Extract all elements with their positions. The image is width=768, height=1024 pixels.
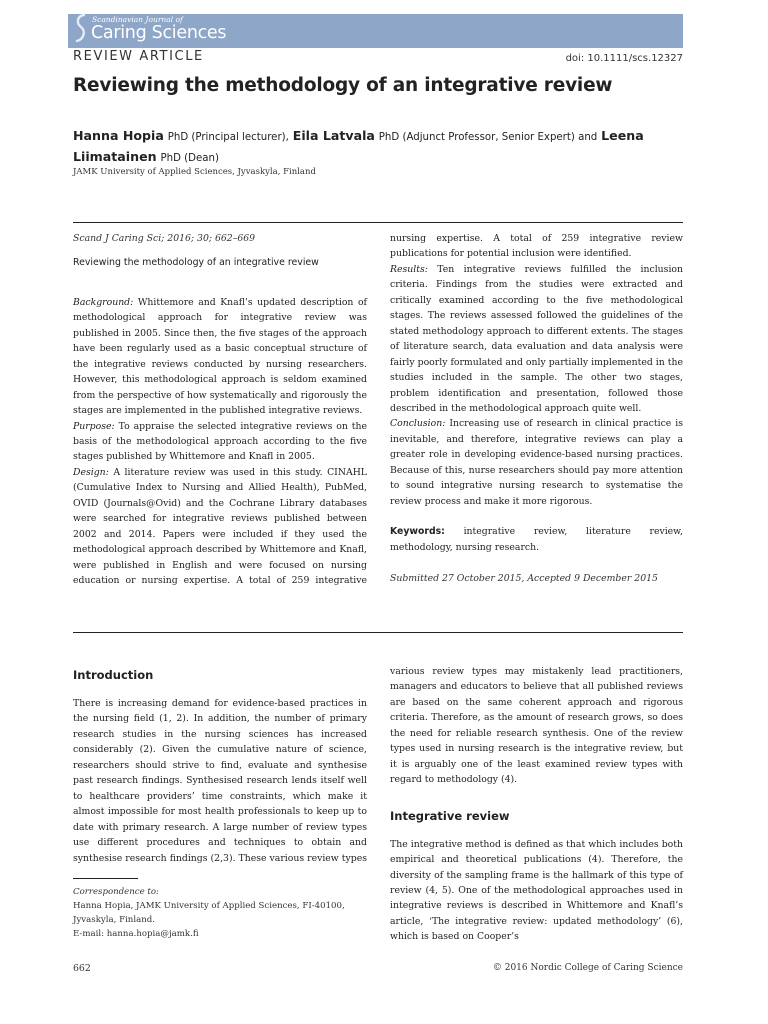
section-heading-integrative-review: Integrative review [390,808,510,823]
keywords-text: integrative review, literature review, methodology, nursing research. [390,526,683,553]
abstract-bottom-rule [73,632,683,633]
author-degree: PhD (Dean) [160,153,219,164]
abstract-results [390,262,683,417]
section-label: Design: [73,466,109,478]
section-text: To appraise the selected integrative reviews on the basis of the methodological approach according to the five stages published by Whittemore and Knafl in 2005. [73,420,367,463]
author-degree: PhD (Principal lecturer), [167,132,289,143]
abstract-purpose [73,419,367,465]
section-label: Background: [73,296,134,308]
section-heading-introduction: Introduction [73,668,154,682]
section-text: Increasing use of research in clinical practice is inevitable, and therefore, integrative reviews can play a greater role in developing evidence-based nursing practices. Because of this, nurse researchers should pay more attention to sound integrative nursing research to systematise the review process and make it more rigorous. [390,418,683,507]
section-label: Results: [390,263,428,275]
section-label: Purpose: [73,420,115,432]
correspondence-label: Correspondence to: [73,887,159,897]
correspondence-email[interactable]: E-mail: hanna.hopia@jamk.fi [73,929,199,939]
abstract-background [73,295,367,419]
author-name: Hanna Hopia [73,128,164,143]
copyright: © 2016 Nordic College of Caring Science [492,963,683,973]
integrative-review-paragraph: The integrative method is defined as that which includes both empirical and theoretical publications (4). Therefore, the diversity of the sampling frame is the hallmark of this type of review (4, 5). One of the methodological approaches used in integrative reviews is described in Whittemore and Knafl’s article, ‘The integrative review: updated methodology’ (6), which is based on Cooper’s [390,838,683,943]
author-degree: PhD (Adjunct Professor, Senior Expert) and [378,132,598,143]
correspondence-line: Hanna Hopia, JAMK University of Applied Sciences, FI-40100, [73,901,345,911]
abstract-design [73,465,367,589]
affiliation: JAMK University of Applied Sciences, Jyvaskyla, Finland [73,167,316,177]
submission-dates: Submitted 27 October 2015, Accepted 9 December 2015 [390,573,658,585]
abstract-design-continued: nursing expertise. A total of 259 integrative review publications for potential inclusion were identified. [390,233,683,260]
section-label: Conclusion: [390,418,446,430]
page-number: 662 [73,963,91,974]
paper-title: Reviewing the methodology of an integrative review [73,75,613,96]
section-text: Ten integrative reviews fulfilled the inclusion criteria. Findings from the studies were extracted and critically examined according to the five methodological stages. The reviews assessed followed the guidelines of the stated methodology approach to different extents. The stages of literature search, data evaluation and data analysis were fairly poorly formulated and only partially implemented in the studies included in the sample. The other two stages, problem identification and presentation, followed those described in the methodological approach quite well. [390,263,683,414]
correspondence-line: Jyvaskyla, Finland. [73,915,155,925]
abstract-top-rule [73,222,683,223]
body-right-column [390,664,683,945]
footnote-rule [73,878,138,879]
body-left-column [73,664,367,867]
intro-paragraph: There is increasing demand for evidence-based practices in the nursing field (1, 2). In addition, the number of primary research studies in the nursing sciences has increased considerably (2). Given the cumulative nature of science, researchers should strive to find, evaluate and synthesise past research findings. Synthesised research lends itself well to healthcare providers’ time constraints, which make it almost impossible for most health professionals to keep up to date with primary research. A large number of review types use different procedures and techniques to obtain and synthesise research findings (2,3). These various review types [73,698,367,864]
author-list [73,126,673,168]
author-name: Liimatainen [73,149,157,164]
journal-name-small: Scandinavian Journal of [92,15,183,24]
doi-link[interactable]: doi: 10.1111/scs.12327 [565,53,683,64]
citation: Scand J Caring Sci; 2016; 30; 662–669 [73,233,256,244]
author-name: Leena [601,128,644,143]
article-type: REVIEW ARTICLE [73,49,204,64]
abstract-left-column [73,231,367,589]
journal-logo-icon [74,13,88,43]
keywords-label: Keywords: [390,526,445,538]
abstract-conclusion [390,416,683,509]
correspondence [73,885,367,941]
abstract-title: Reviewing the methodology of an integrative review [73,257,319,269]
abstract-right-column [390,231,683,587]
keywords [390,524,683,555]
section-text: Whittemore and Knafl’s updated description of methodological approach for integrative review was published in 2005. Since then, the five stages of the approach have been regularly used as a basic conceptual structure of the integrative reviews conducted by nursing researchers. However, this methodological approach is seldom examined from the perspective of how systematically and rigorously the stages are implemented in the published integrative reviews. [73,296,367,417]
section-text: A literature review was used in this study. CINAHL (Cumulative Index to Nursing and Allied Health), PubMed, OVID (Journals@Ovid) and the Cochrane Library databases were searched for integrative reviews published between 2002 and 2014. Papers were included if they used the methodological approach described by Whittemore and Knafl, were published in English and were focused on nursing education or nursing expertise. A total of 259 integrative [73,466,367,587]
intro-paragraph-continued: various review types may mistakenly lead practitioners, managers and educators to believe that all published reviews are based on the same coherent approach and rigorous criteria. Therefore, as the amount of research grows, so does the need for reliable research synthesis. One of the review types used in nursing research is the integrative review, but it is arguably one of the least examined review types with regard to methodology (4). [390,666,683,786]
journal-name: Caring Sciences [91,23,227,43]
author-name: Eila Latvala [292,128,375,143]
